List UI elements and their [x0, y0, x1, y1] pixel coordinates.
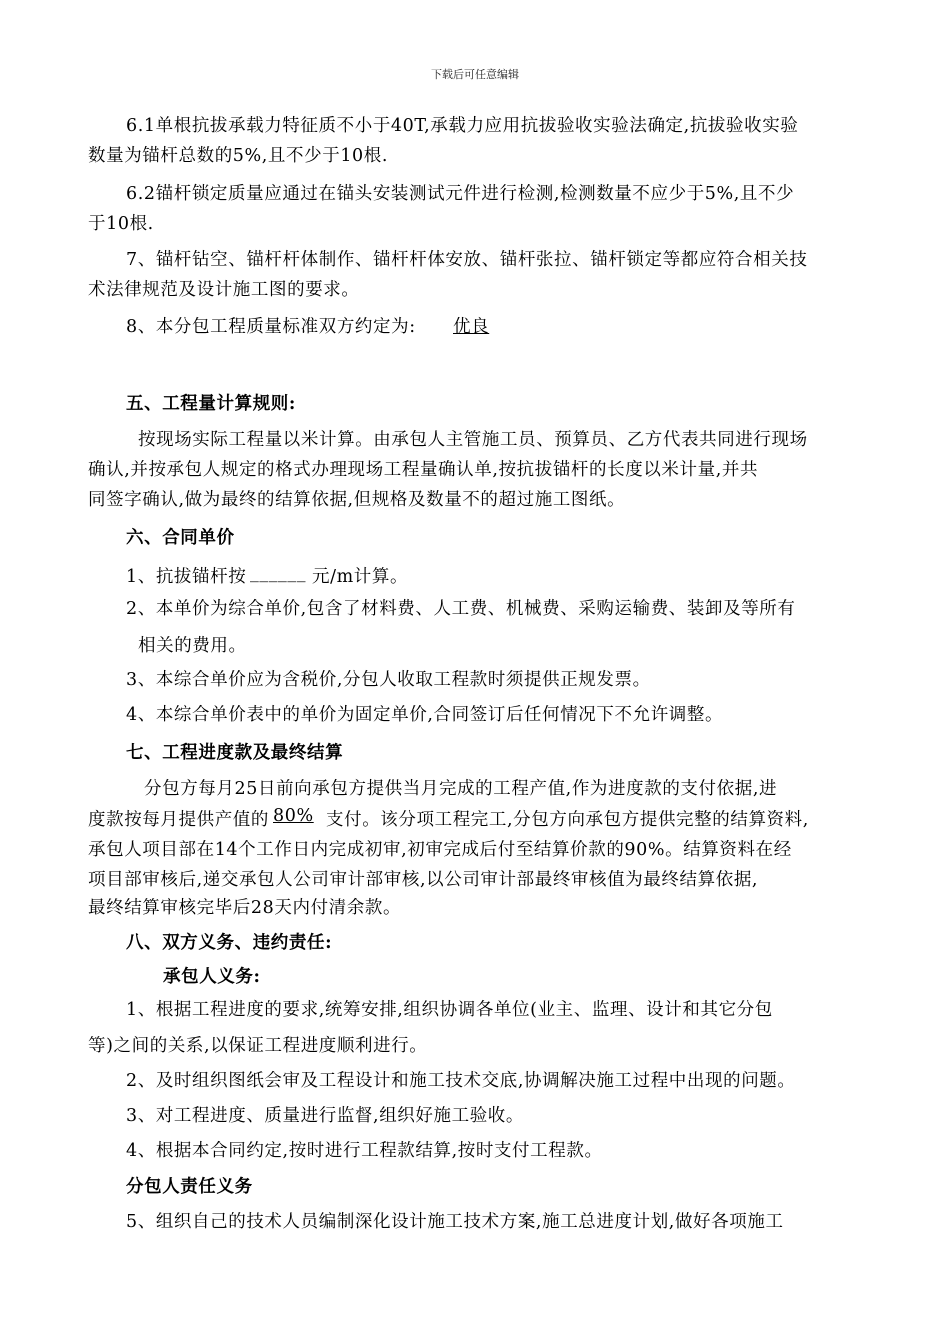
text-line: 7、锚杆钻空、锚杆杆体制作、锚杆杆体安放、锚杆张拉、锚杆锁定等都应符合相关技 — [126, 250, 808, 270]
text-line: 2、本单价为综合单价,包含了材料费、人工费、机械费、采购运输费、装卸及等所有 — [126, 599, 796, 619]
text-line: 8、本分包工程质量标准双方约定为: — [126, 317, 416, 337]
section-heading: 七、工程进度款及最终结算 — [126, 743, 344, 763]
text-line: 优良 — [453, 317, 490, 337]
text-line: 1、抗拔锚杆按 — [126, 567, 247, 587]
text-line: 6.2锚杆锁定质量应通过在锚头安装测试元件进行检测,检测数量不应少于5%,且不少 — [126, 184, 795, 204]
text-line: 确认,并按承包人规定的格式办理现场工程量确认单,按抗拔锚杆的长度以米计量,并共 — [88, 460, 759, 480]
page-header-note: 下载后可任意编辑 — [431, 68, 519, 81]
text-line: 于10根. — [88, 214, 154, 234]
section-heading: 五、工程量计算规则: — [126, 394, 296, 414]
text-line: 4、本综合单价表中的单价为固定单价,合同签订后任何情况下不允许调整。 — [126, 705, 724, 725]
text-line: 按现场实际工程量以米计算。由承包人主管施工员、预算员、乙方代表共同进行现场 — [138, 430, 808, 450]
text-line: 承包人项目部在14个工作日内完成初审,初审完成后付至结算价款的90%。结算资料在经 — [88, 840, 792, 860]
text-line: 4、根据本合同约定,按时进行工程款结算,按时支付工程款。 — [126, 1141, 603, 1161]
text-line: 6.1单根抗拔承载力特征质不小于40T,承载力应用抗拔验收实验法确定,抗拔验收实验 — [126, 116, 799, 136]
section-heading: 八、双方义务、违约责任: — [126, 933, 333, 953]
text-line: 分包方每月25日前向承包方提供当月完成的工程产值,作为进度款的支付依据,进 — [144, 779, 778, 799]
section-heading: 六、合同单价 — [126, 528, 235, 548]
text-line: 项目部审核后,递交承包人公司审计部审核,以公司审计部最终审核值为最终结算依据, — [88, 870, 759, 890]
text-line: 相关的费用。 — [138, 636, 247, 656]
text-line: 1、根据工程进度的要求,统筹安排,组织协调各单位(业主、监理、设计和其它分包 — [126, 1000, 773, 1020]
section-heading: 分包人责任义务 — [126, 1177, 253, 1197]
text-line: 最终结算审核完毕后28天内付清余款。 — [88, 898, 402, 918]
text-line: 2、及时组织图纸会审及工程设计和施工技术交底,协调解决施工过程中出现的问题。 — [126, 1071, 796, 1091]
text-line: 度款按每月提供产值的 — [88, 810, 269, 830]
text-line: 5、组织自己的技术人员编制深化设计施工技术方案,施工总进度计划,做好各项施工 — [126, 1212, 784, 1232]
text-line: 3、对工程进度、质量进行监督,组织好施工验收。 — [126, 1106, 524, 1126]
text-line: 80% — [273, 806, 314, 826]
text-line: ______ — [250, 563, 307, 583]
text-line: 术法律规范及设计施工图的要求。 — [88, 280, 360, 300]
text-line: 等)之间的关系,以保证工程进度顺利进行。 — [88, 1036, 428, 1056]
text-line: 3、本综合单价应为含税价,分包人收取工程款时须提供正规发票。 — [126, 670, 651, 690]
text-line: 支付。该分项工程完工,分包方向承包方提供完整的结算资料, — [326, 810, 809, 830]
section-heading: 承包人义务: — [163, 967, 261, 987]
text-line: 数量为锚杆总数的5%,且不少于10根. — [88, 146, 389, 166]
text-line: 元/m计算。 — [312, 567, 409, 587]
text-line: 同签字确认,做为最终的结算依据,但规格及数量不的超过施工图纸。 — [88, 490, 626, 510]
